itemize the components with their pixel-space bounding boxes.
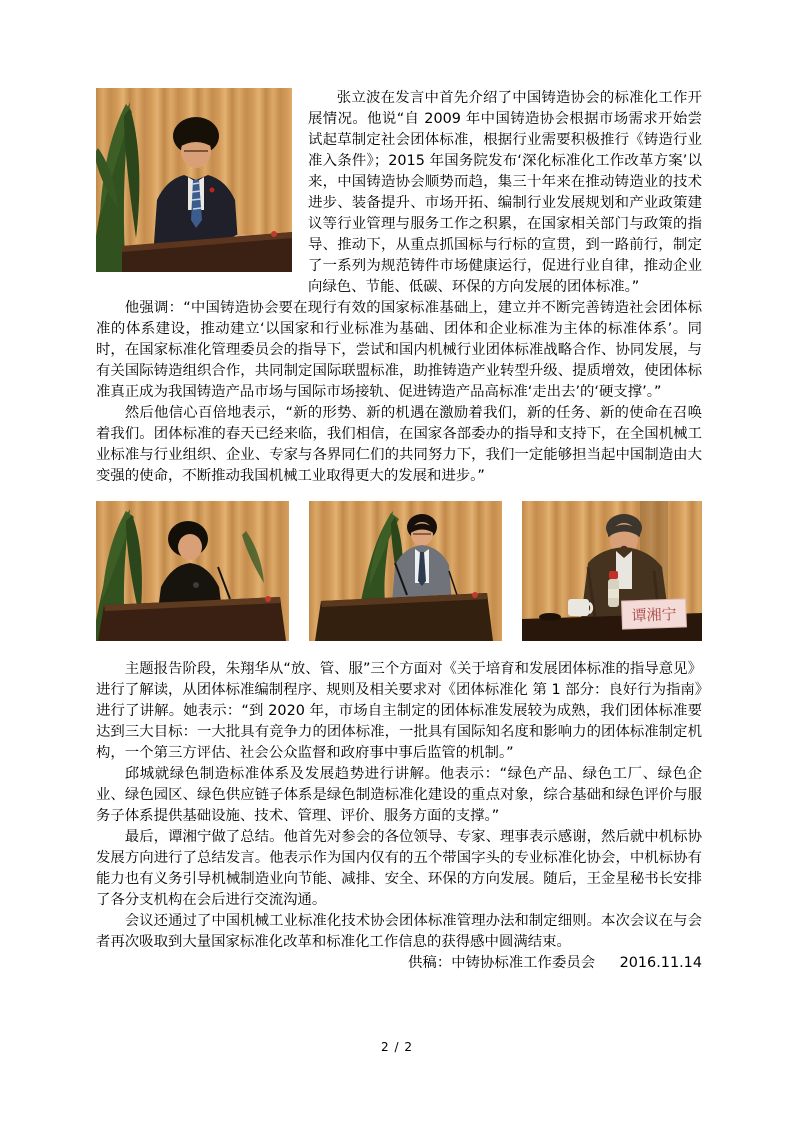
water-bottle [608,571,619,607]
paragraph-emphasis: 他强调：“中国铸造协会要在现行有效的国家标准基础上，建立并不断完善铸造社会团体标准的体系建设，推动建立‘以国家和行业标准为基础、团体和企业标准为主体的标准体系’。同时，在国家标准化管理委员会的指导下，尝试和国内机械行业团体标准战略合作、协同发展，与有关国际铸造组织合作，共同制定国际联盟标准，助推铸造产业转型升级、提质增效，使团体标准真正成为我国铸造产品市场与国际市场接轨、促进铸造产品高标准‘走出去’的‘硬支撑’。” [96,300,702,400]
credit-line [96,953,702,974]
photo-speaker-zhang-libo [96,88,292,272]
photo-speaker-tan-xiangning [522,501,702,641]
photo-row [96,501,702,641]
credit-date: 2016.11.14 [619,955,702,971]
paragraph-closing: 会议还通过了中国机械工业标准化技术协会团体标准管理办法和制定细则。本次会议在与会者再次吸取到大量国家标准化改革和标准化工作信息的获得感中圆满结束。 [96,913,702,950]
credit-source: 供稿：中铸协标准工作委员会 [408,955,596,971]
paragraph-qiu-cheng-green: 邱城就绿色制造标准体系及发展趋势进行讲解。他表示：“绿色产品、绿色工厂、绿色企业、绿色园区、绿色供应链子体系是绿色制造标准化建设的重点对象，综合基础和绿色评价与服务子体系提供基础设施、技术、管理、评价、服务方面的支撑。” [96,766,702,824]
paragraph-zhang-libo-speech: 张立波在发言中首先介绍了中国铸造协会的标准化工作开展情况。他说“自 2009 年中国铸造协会根据市场需求开始尝试起草制定社会团体标准，根据行业需要积极推行《铸造行业准入条件》；2015 年国务院发布‘深化标准化工作改革方案’以来，中国铸造协会顺势而趋，集三十年来在推动铸造业的技术进步、装备提升、市场开拓、编制行业发展规划和产业政策建议等行业管理与服务工作之积累，在国家相关部门与政策的指导、推动下，从重点抓国标与行标的宣贯，到一路前行，制定了一系列为规范铸件市场健康运行，促进行业自律，推动企业向绿色、节能、低碳、环保的方向发展的团体标准。” [308,90,702,295]
paragraph-zhu-xianghua-report: 主题报告阶段，朱翔华从“放、管、服”三个方面对《关于培育和发展团体标准的指导意见》进行了解读，从团体标准编制程序、规则及相关要求对《团体标准化 第 1 部分：良好行为指南》进行了讲解。她表示：“到 2020 年，市场自主制定的团体标准发展较为成熟，我们团体标准要达到三大目标：一大批具有竞争力的团体标准，一批具有国际知名度和影响力的团体标准制定机构，一个第三方评估、社会公众监督和政府事中事后监管的机制。” [96,661,702,761]
teacup [568,599,592,616]
paragraph-tan-xiangning-summary: 最后，谭湘宁做了总结。他首先对参会的各位领导、专家、理事表示感谢，然后就中机标协发展方向进行了总结发言。他表示作为国内仅有的五个带国字头的专业标准化协会，中机标协有能力也有义务引导机械制造业向节能、减排、安全、环保的方向发展。随后，王金星秘书长安排了各分支机构在会后进行交流沟通。 [96,829,702,908]
paragraph-confidence: 然后他信心百倍地表示，“新的形势、新的机遇在激励着我们，新的任务、新的使命在召唤着我们。团体标准的春天已经来临，我们相信，在国家各部委办的指导和支持下，在全国机械工业标准与行业组织、企业、专家与各界同仁们的共同努力下，我们一定能够担当起中国制造由大变强的使命，不断推动我国机械工业取得更大的发展和进步。” [96,405,702,484]
name-card [622,599,687,629]
page-number: 2 / 2 [381,1040,413,1054]
document-body [96,88,702,974]
photo-speaker-zhu-xianghua [96,501,289,641]
name-card-text: 谭湘宁 [631,605,677,625]
photo-speaker-qiu-cheng [309,501,502,641]
lead-section [96,88,702,298]
